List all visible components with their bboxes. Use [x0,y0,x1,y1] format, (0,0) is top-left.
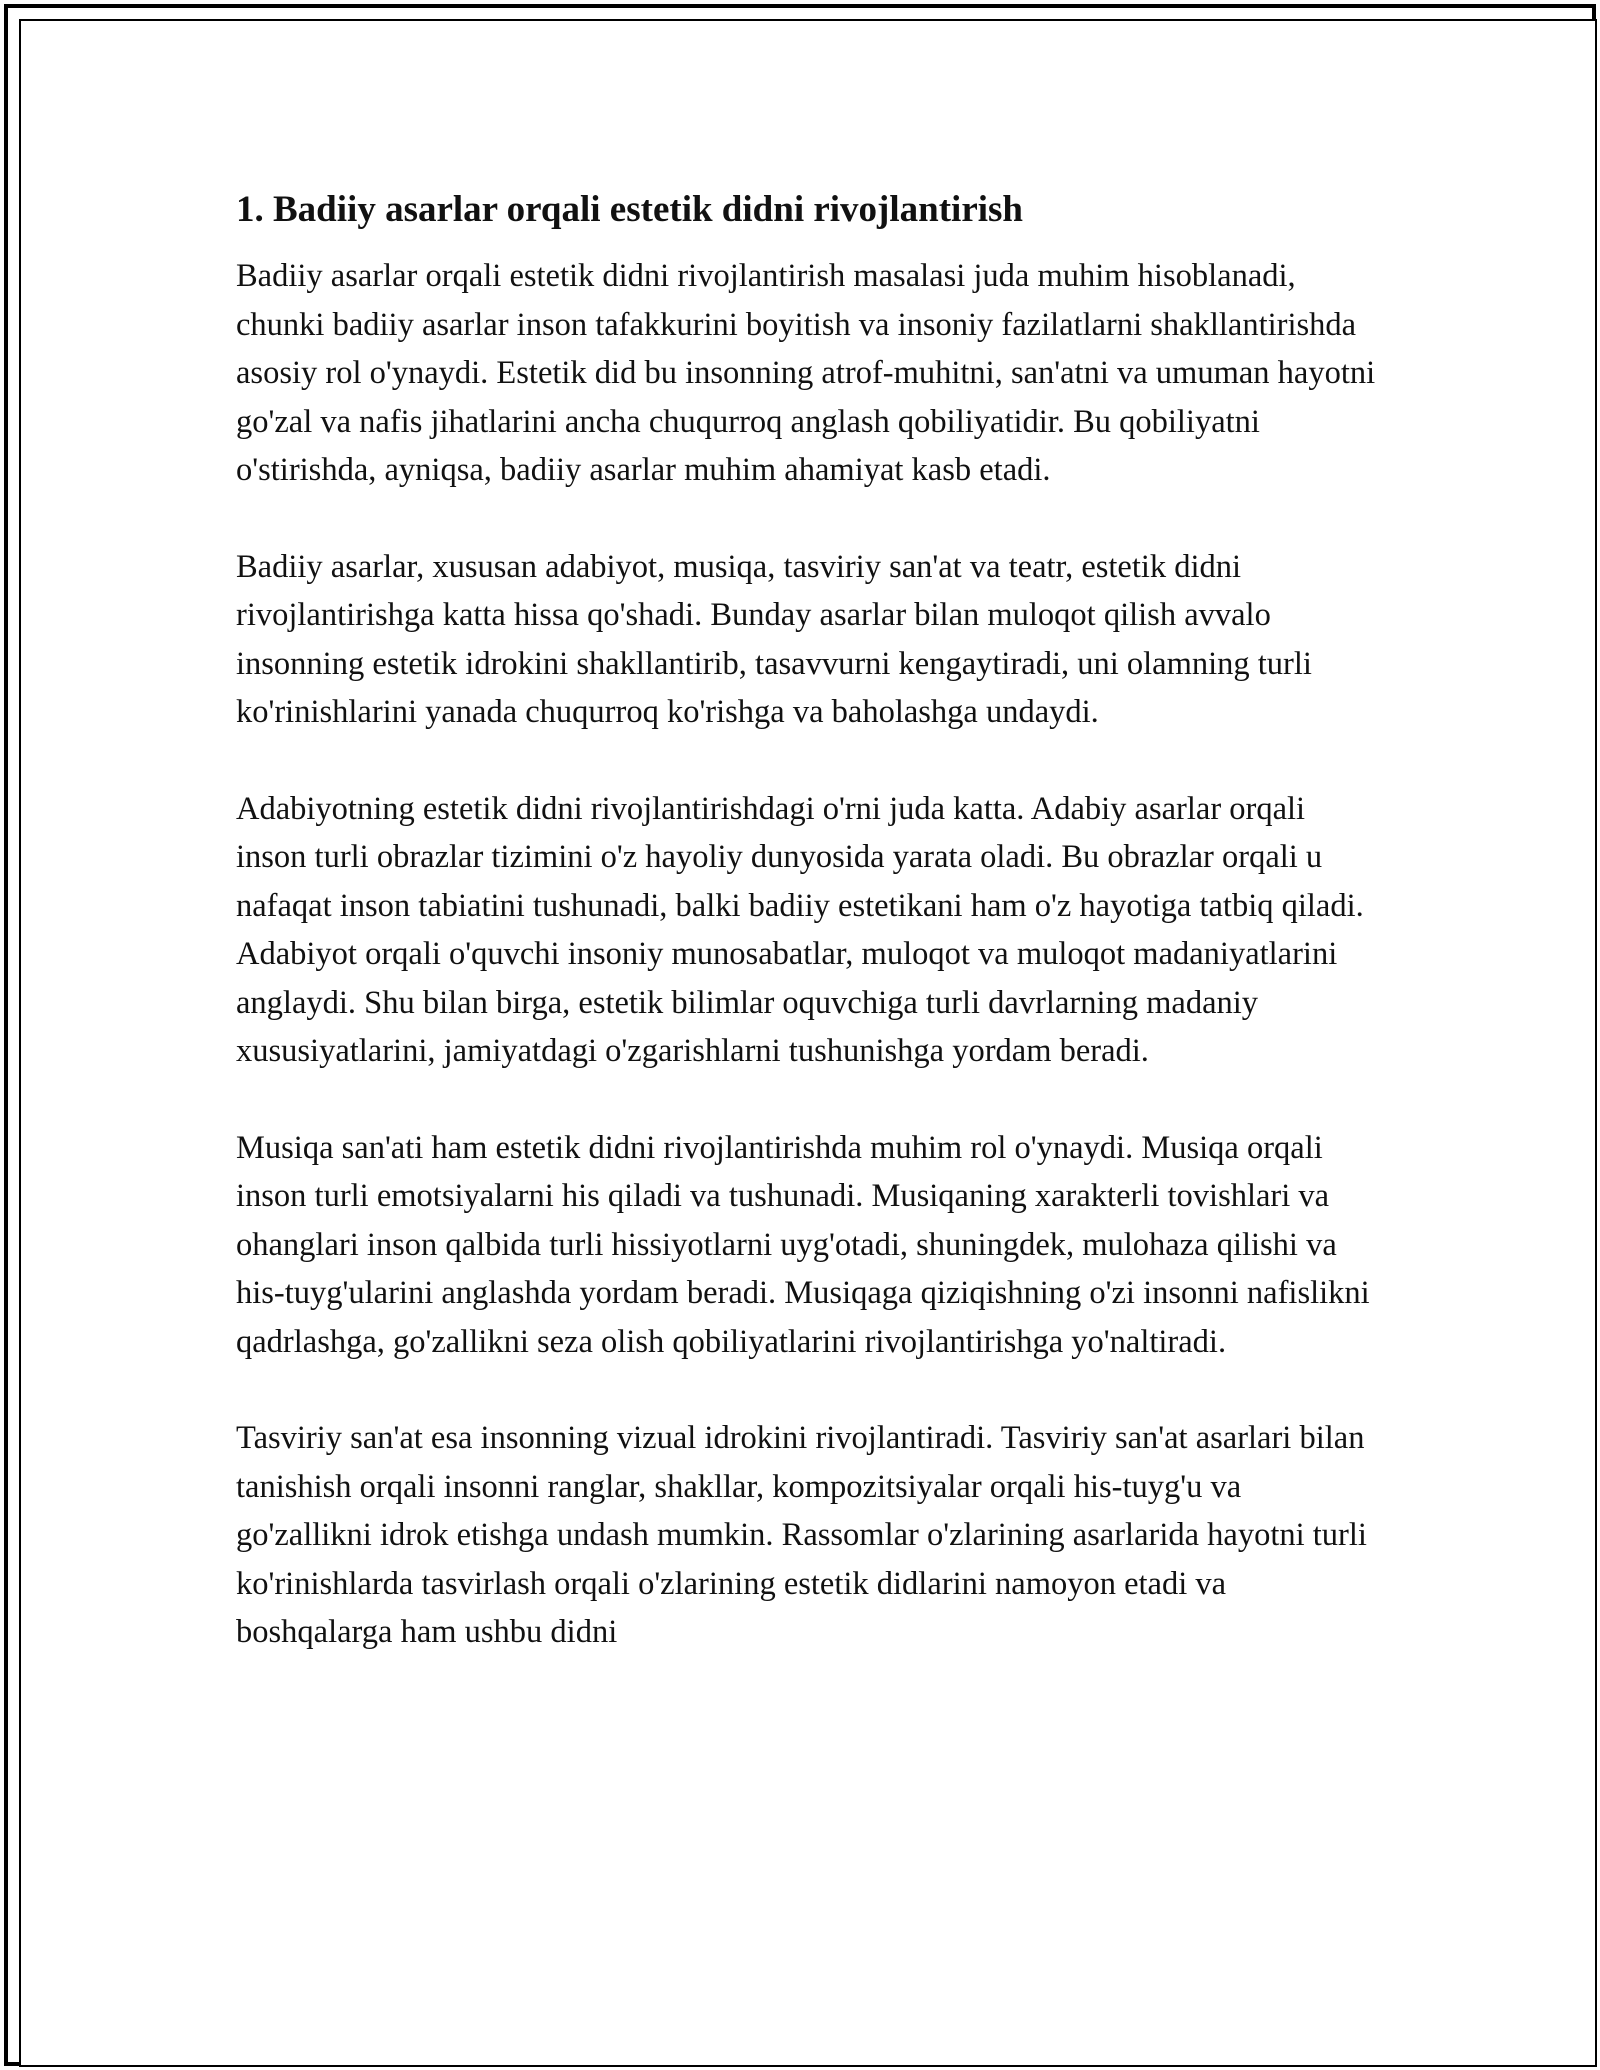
paragraph-1: Badiiy asarlar orqali estetik didni rivojlantirish masalasi juda muhim hisoblanadi, chunki badiiy asarlar inson tafakkurini boyitish va insoniy fazilatlarni shakllantirishda asosiy rol o'ynaydi. Estetik did bu insonning atrof-muhitni, san'atni va umuman hayotni go'zal va nafis jihatlarini ancha chuqurroq anglash qobiliyatidir. Bu qobiliyatni o'stirishda, ayniqsa, badiiy asarlar muhim ahamiyat kasb etadi. [236,258,1376,488]
paragraph-3: Adabiyotning estetik didni rivojlantirishdagi o'rni juda katta. Adabiy asarlar orqali inson turli obrazlar tizimini o'z hayoliy dunyosida yarata oladi. Bu obrazlar orqali u nafaqat inson tabiatini tushunadi, balki badiiy estetikani ham o'z hayotiga tatbiq qiladi. Adabiyot orqali o'quvchi insoniy munosabatlar, muloqot va muloqot madaniyatlarini anglaydi. Shu bilan birga, estetik bilimlar oquvchiga turli davrlarning madaniy xususiyatlarini, jamiyatdagi o'zgarishlarni tushunishga yordam beradi. [236,790,1364,1069]
paragraph-2: Badiiy asarlar, xususan adabiyot, musiqa, tasviriy san'at va teatr, estetik didni rivojlantirishga katta hissa qo'shadi. Bunday asarlar bilan muloqot qilish avvalo insonning estetik idrokini shakllantirib, tasavvurni kengaytiradi, uni olamning turli ko'rinishlarini yanada chuqurroq ko'rishga va baholashga undaydi. [236,548,1312,730]
section-heading: 1. Badiiy asarlar orqali estetik didni rivojlantirish [236,189,1024,230]
paragraph-4: Musiqa san'ati ham estetik didni rivojlantirishda muhim rol o'ynaydi. Musiqa orqali inson turli emotsiyalarni his qiladi va tushunadi. Musiqaning xarakterli tovishlari va ohanglari inson qalbida turli hissiyotlarni uyg'otadi, shuningdek, mulohaza qilishi va his-tuyg'ularini anglashda yordam beradi. Musiqaga qiziqishning o'zi insonni nafislikni qadrlashga, go'zallikni seza olish qobiliyatlarini rivojlantirishga yo'naltiradi. [236,1129,1370,1360]
document-body [236,186,1382,1705]
paragraph-5: Tasviriy san'at esa insonning vizual idrokini rivojlantiradi. Tasviriy san'at asarlari bilan tanishish orqali insonni ranglar, shakllar, kompozitsiyalar orqali his-tuyg'u va go'zallikni idrok etishga undash mumkin. Rassomlar o'zlarining asarlarida hayotni turli ko'rinishlarda tasvirlash orqali o'zlarining estetik didlarini namoyon etadi va boshqalarga ham ushbu didni [236,1420,1367,1650]
